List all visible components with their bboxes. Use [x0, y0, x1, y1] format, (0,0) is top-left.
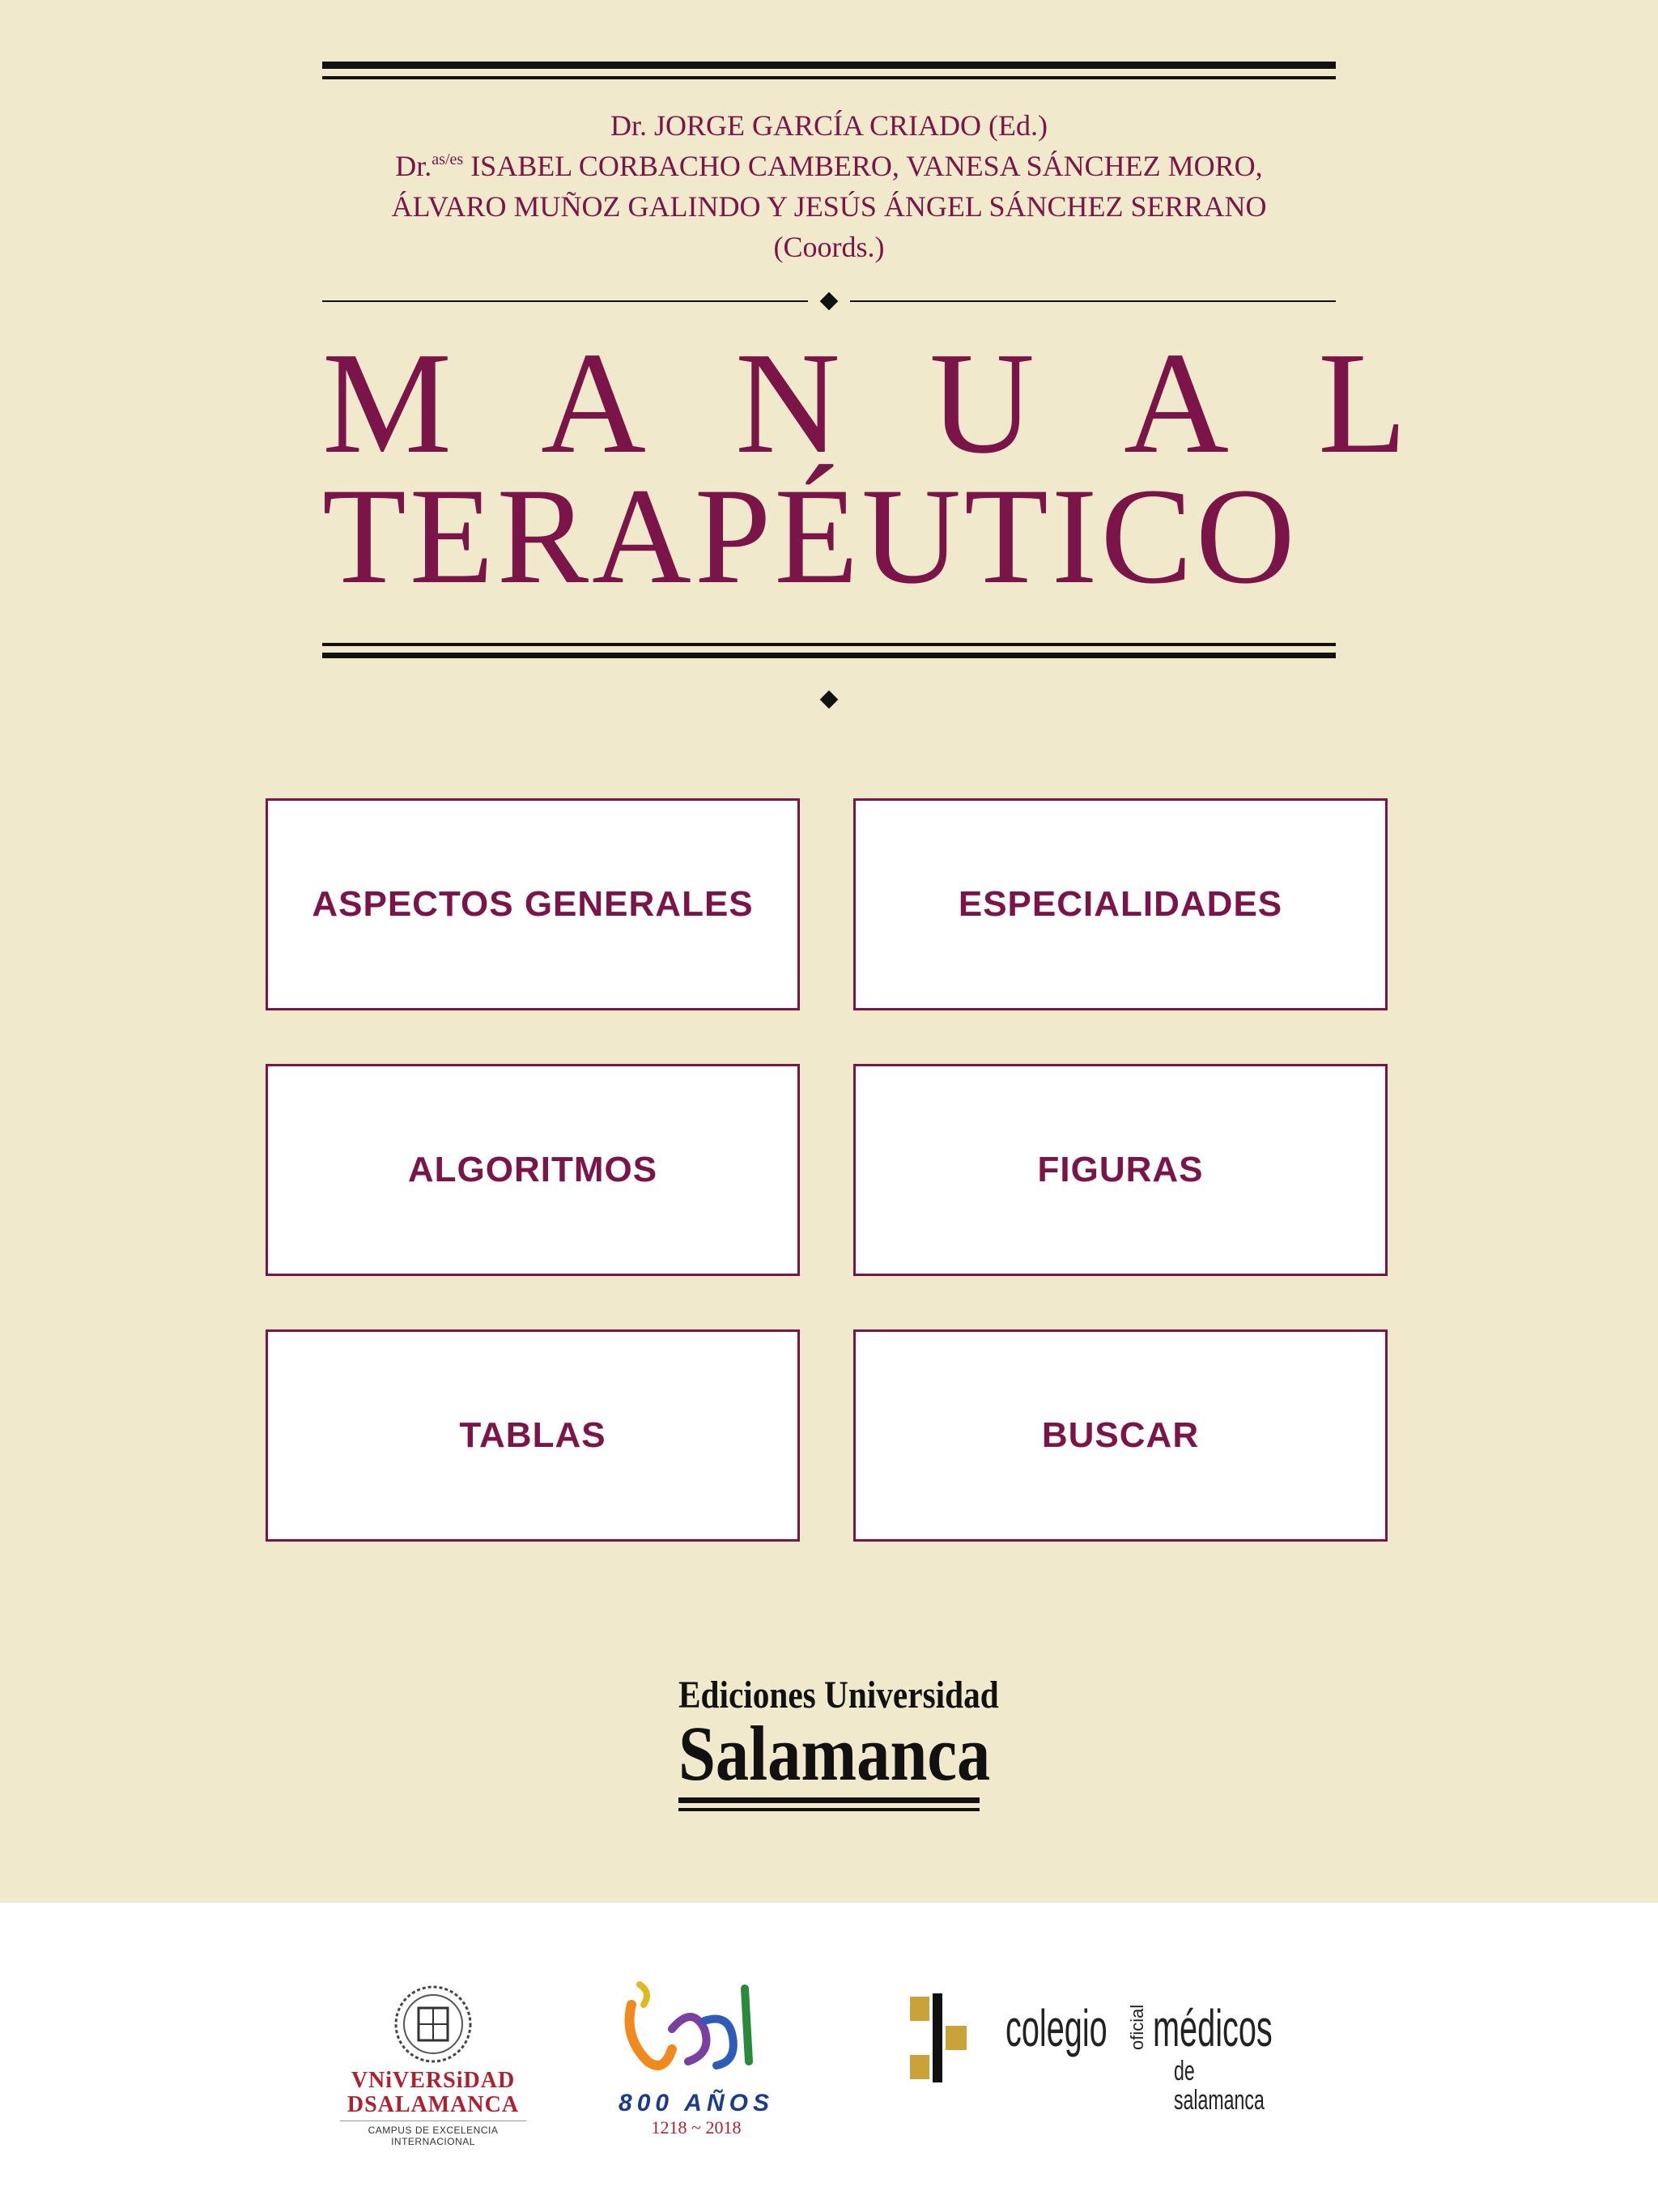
usal-800-emblem-icon [615, 1972, 777, 2086]
colegio-emblem-icon [910, 1993, 967, 2082]
anniversary-800: 800 AÑOS [619, 2090, 774, 2116]
top-double-rule [322, 62, 1336, 79]
algoritmos-button[interactable]: ALGORITMOS [266, 1064, 800, 1276]
anniversary-years: 1218 ~ 2018 [651, 2117, 742, 2138]
coords-role: (Coords.) [773, 231, 885, 263]
aspectos-generales-button[interactable]: ASPECTOS GENERALES [266, 798, 800, 1010]
coords-line-1: Dr.$^{as/es}$ ISABEL CORBACHO CAMBERO, VANESA SÁNCHEZ MORO, [395, 150, 1263, 182]
colegio-salamanca: de salamanca [1174, 2056, 1265, 2116]
figuras-button[interactable]: FIGURAS [853, 1064, 1388, 1276]
ornament-divider [322, 288, 1336, 311]
colegio-word: colegio [1005, 1999, 1107, 2057]
diamond-ornament-icon [820, 691, 839, 709]
authors-block [322, 105, 1336, 267]
colegio-medicos: médicos [1153, 1999, 1273, 2057]
editor-line: Dr. JORGE GARCÍA CRIADO (Ed.) [610, 109, 1048, 142]
title-terapeutico: TERAPÉUTICO [322, 460, 1299, 612]
title-double-rule [322, 643, 1336, 658]
colegio-medicos-logo [910, 1993, 1331, 2116]
usal-campus: CAMPUS DE EXCELENCIA INTERNACIONAL [340, 2121, 526, 2147]
publisher-line-2: Salamanca [678, 1710, 991, 1797]
usal-name-2: DSALAMANCA [346, 2092, 520, 2117]
usal-800-logo [615, 1972, 777, 2138]
colegio-oficial: oficial [1127, 2004, 1147, 2050]
tablas-button[interactable]: TABLAS [266, 1329, 800, 1542]
diamond-ornament-icon [820, 292, 839, 311]
universidad-salamanca-logo [340, 1984, 526, 2147]
publisher-line-1: Ediciones Universidad [678, 1674, 999, 1716]
buscar-button[interactable]: BUSCAR [853, 1329, 1388, 1542]
title-manual: MANUAL [322, 322, 1496, 483]
publisher-logo [678, 1674, 999, 1811]
especialidades-button[interactable]: ESPECIALIDADES [853, 798, 1388, 1010]
university-crest-icon [340, 1984, 526, 2065]
usal-name-1: VNiVERSiDAD [351, 2068, 516, 2093]
coords-line-2: ÁLVARO MUÑOZ GALINDO Y JESÚS ÁNGEL SÁNCHEZ SERRANO [391, 190, 1267, 223]
